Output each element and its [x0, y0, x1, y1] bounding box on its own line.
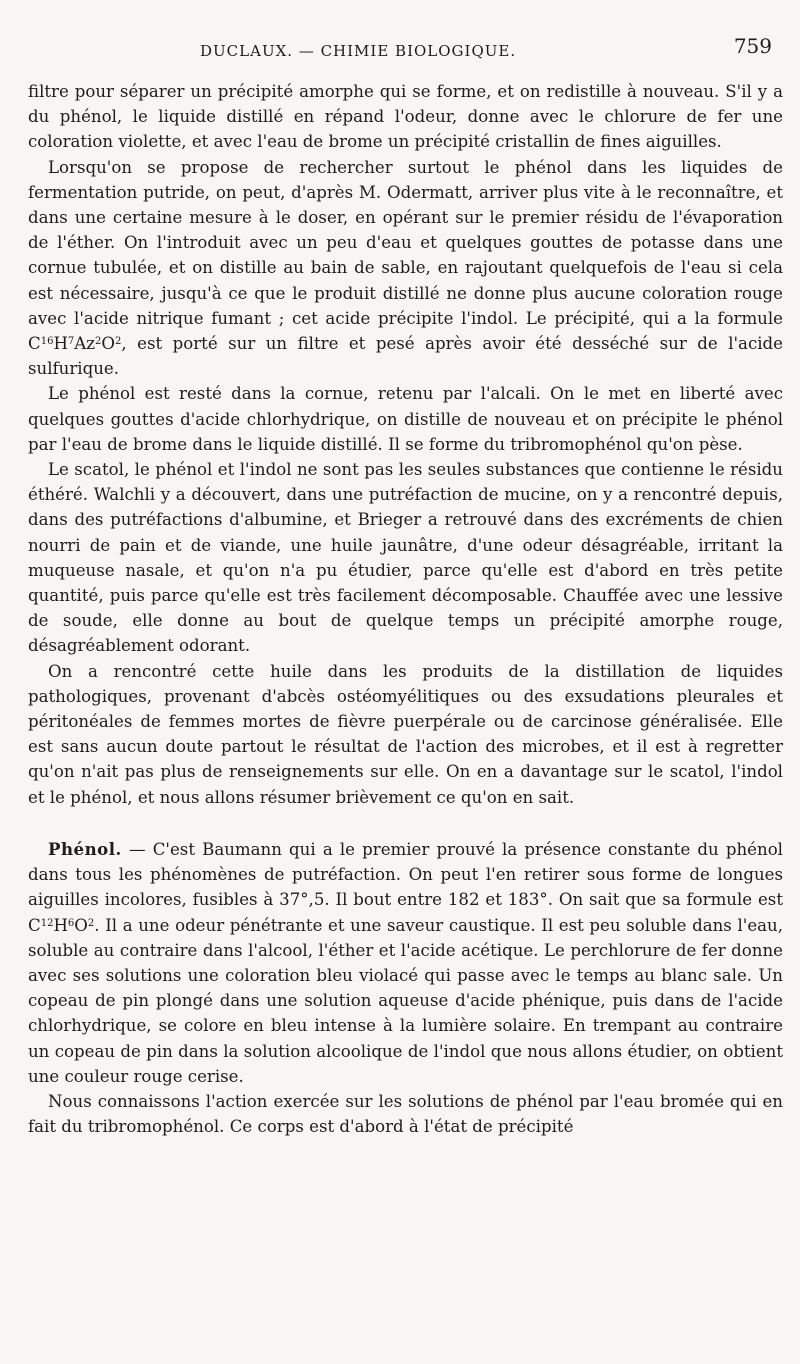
- body-text: [28, 79, 783, 1139]
- page-number: 759: [733, 34, 772, 58]
- paragraph-7: Nous connaissons l'action exercée sur les solutions de phénol par l'eau bromée qui en fait du tribromophénol. Ce corps est d'abord à l'état de précipité: [28, 1091, 783, 1137]
- section-title-phenol: Phénol.: [48, 838, 122, 859]
- paragraph-5: On a rencontré cette huile dans les produits de la distillation de liquides pathologiques, provenant d'abcès ostéomyélitiques ou des exsudations pleurales et péritonéales de femmes mortes de fièvre puerpérale ou de carcinose généralisée. Elle est sans aucun doute partout le résultat de l'action des microbes, et il est à regretter qu'on n'ait pas plus de renseignements sur elle. On en a davantage sur le scatol, l'indol et le phénol, et nous allons résumer brièvement ce qu'on en sait.: [28, 661, 783, 807]
- paragraph-2: [28, 155, 783, 382]
- paragraph-1: filtre pour séparer un précipité amorphe qui se forme, et on redistille à nouveau. S'il y a du phénol, le liquide distillé en répand l'odeur, donne avec le chlorure de fer une coloration violette, et avec l'eau de brome un précipité cristallin de fines aiguilles.: [28, 82, 783, 152]
- running-head: DUCLAUX. — CHIMIE BIOLOGIQUE.: [200, 42, 517, 60]
- formula-indol-precipitate: $C^{16}H^7Az^2O^2$: [28, 334, 122, 354]
- paragraph-2-text: Lorsqu'on se propose de rechercher surtout le phénol dans les liquides de fermentation putride, on peut, d'après M. Odermatt, arriver plus vite à le reconnaître, et dans une certaine mesure à le doser, en opérant sur le premier résidu de l'évaporation de l'éther. On l'introduit avec un peu d'eau et quelques gouttes de potasse dans une cornue tubulée, et on distille au bain de sable, en rajoutant quelquefois de l'eau si cela est nécessaire, jusqu'à ce que le produit distillé ne donne plus aucune coloration rouge avec l'acide nitrique fumant ; cet acide précipite l'indol. Le précipité, qui a la formule: [28, 157, 783, 328]
- formula-phenol: $C^{12}H^6O^2$: [28, 915, 95, 935]
- paragraph-phenol-text: — C'est Baumann qui a le premier prouvé la présence constante du phénol dans tous les phénomènes de putréfaction. On peut l'en retirer sous forme de longues aiguilles incolores, fusibles à 37°,5. Il bout entre 182 et 183°. On sait que sa formule est: [28, 839, 783, 910]
- paragraph-4: Le scatol, le phénol et l'indol ne sont pas les seules substances que contienne le résidu éthéré. Walchli y a découvert, dans une putréfaction de mucine, on y a rencontré depuis, dans des putréfactions d'albumine, et Brieger a retrouvé dans des excréments de chien nourri de pain et de viande, une huile jaunâtre, d'une odeur désagréable, irritant la muqueuse nasale, et qu'on n'a pu étudier, parce qu'elle est d'abord en très petite quantité, puis parce qu'elle est très facilement décomposable. Chauffée avec une lessive de soude, elle donne au bout de quelque temps un précipité amorphe rouge, désagréablement odorant.: [28, 460, 783, 656]
- paragraph-2-ending: , est porté sur un filtre et pesé après avoir été desséché sur de l'acide sulfurique.: [28, 334, 783, 379]
- paragraph-phenol: [28, 837, 783, 1089]
- paragraph-phenol-ending: . Il a une odeur pénétrante et une saveur caustique. Il est peu soluble dans l'eau, soluble au contraire dans l'alcool, l'éther et l'acide acétique. Le perchlorure de fer donne avec ses solutions une coloration bleu violacé qui passe avec le temps au blanc sale. Un copeau de pin plongé dans une solution aqueuse d'acide phénique, puis dans de l'acide chlorhydrique, se colore en bleu intense à la lumière solaire. En trempant au contraire un copeau de pin dans la solution alcoolique de l'indol que nous allons étudier, on obtient une couleur rouge cerise.: [28, 915, 783, 1086]
- paragraph-3: Le phénol est resté dans la cornue, retenu par l'alcali. On le met en liberté avec quelques gouttes d'acide chlorhydrique, on distille de nouveau et on précipite le phénol par l'eau de brome dans le liquide distillé. Il se forme du tribromophénol qu'on pèse.: [28, 384, 783, 454]
